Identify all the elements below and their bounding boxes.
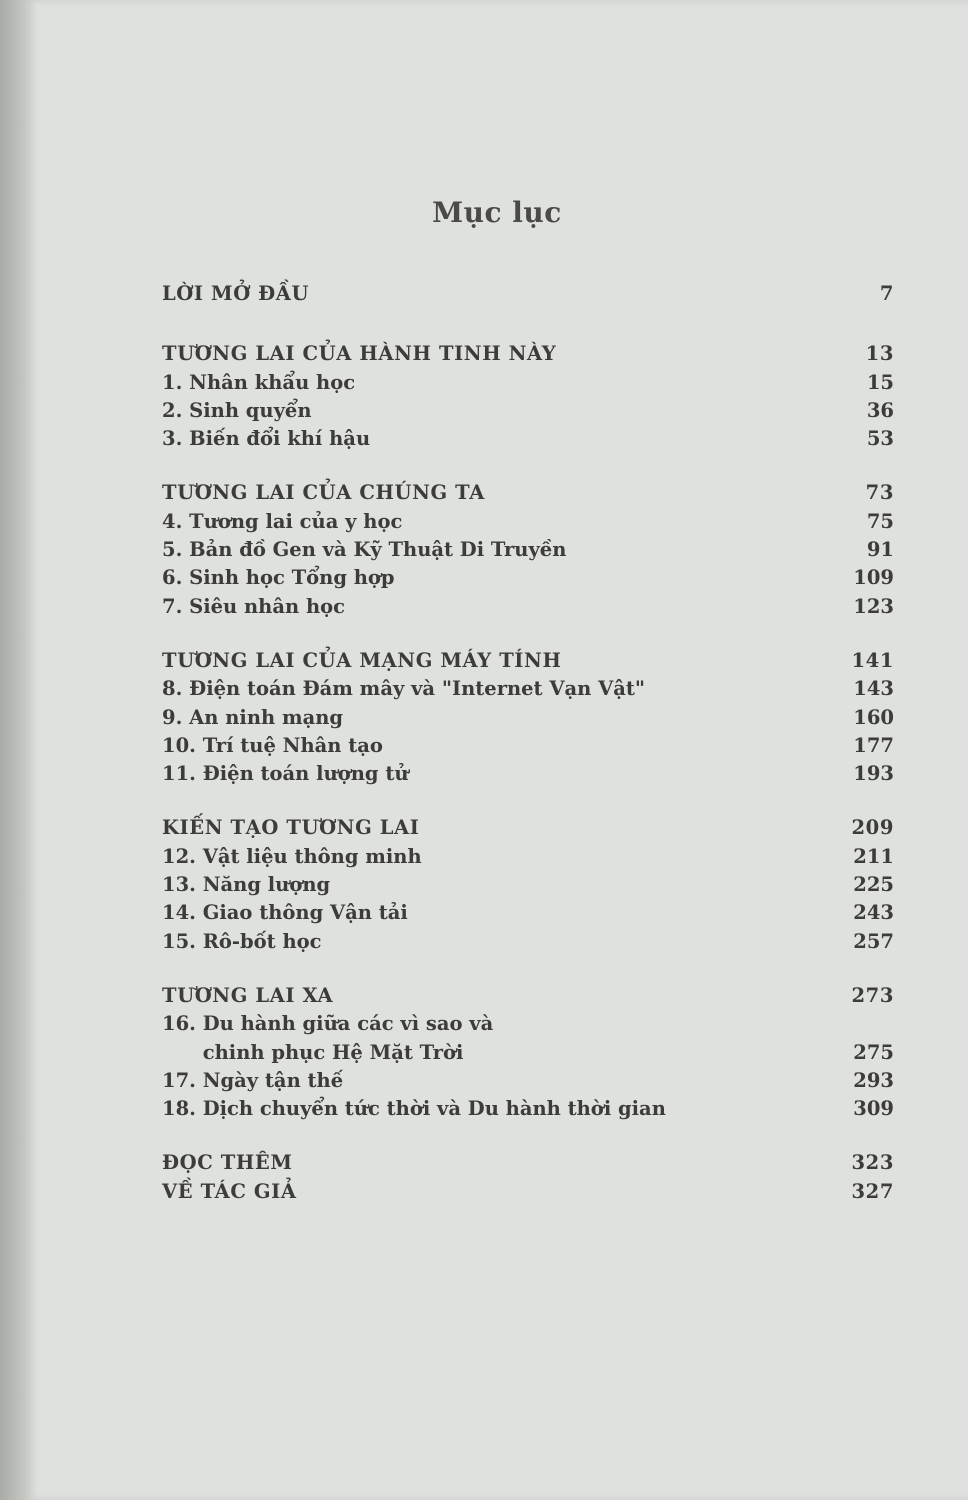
page-title: Mục lục bbox=[432, 196, 562, 229]
toc-item bbox=[160, 397, 894, 425]
toc-page-number: 75 bbox=[866, 509, 894, 533]
toc-entry-label: ĐỌC THÊM bbox=[162, 1151, 293, 1175]
toc-entry-label: 8. Điện toán Đám mây và "Internet Vạn Vật" bbox=[162, 677, 646, 701]
toc-section-3 bbox=[160, 647, 894, 788]
toc-item bbox=[160, 760, 894, 788]
toc-item bbox=[160, 1067, 894, 1095]
toc-section-4 bbox=[160, 814, 894, 955]
toc-page-number: 293 bbox=[853, 1068, 894, 1092]
toc-page-number: 209 bbox=[851, 816, 894, 840]
toc-row-about-author bbox=[160, 1178, 894, 1206]
toc-page-number: 225 bbox=[853, 873, 894, 897]
toc-page-number: 141 bbox=[851, 648, 894, 672]
toc-entry-label: 9. An ninh mạng bbox=[162, 705, 344, 729]
toc-page-number: 7 bbox=[879, 282, 894, 305]
toc-page-number: 143 bbox=[853, 677, 894, 701]
toc-item bbox=[160, 1010, 894, 1038]
toc-page-number: 123 bbox=[853, 594, 894, 618]
toc-page-number: 177 bbox=[853, 733, 894, 757]
page-gutter bbox=[0, 0, 26, 1500]
toc-item bbox=[160, 843, 894, 871]
toc-entry-label: 15. Rô-bốt học bbox=[162, 929, 322, 953]
toc-page-number: 275 bbox=[853, 1040, 894, 1064]
toc-item bbox=[160, 704, 894, 732]
toc-entry-label: 5. Bản đồ Gen và Kỹ Thuật Di Truyền bbox=[162, 538, 567, 562]
toc-item bbox=[160, 564, 894, 592]
toc-section-5 bbox=[160, 982, 894, 1123]
toc-page-number: 309 bbox=[853, 1097, 894, 1121]
book-page bbox=[26, 0, 968, 1500]
toc-entry-label: 6. Sinh học Tổng hợp bbox=[162, 566, 395, 590]
table-of-contents bbox=[160, 280, 894, 1232]
toc-entry-label: TƯƠNG LAI CỦA CHÚNG TA bbox=[162, 481, 485, 505]
toc-entry-label: 14. Giao thông Vận tải bbox=[162, 901, 408, 925]
toc-section-2 bbox=[160, 479, 894, 620]
toc-row-intro bbox=[160, 280, 894, 308]
toc-page-number: 257 bbox=[853, 929, 894, 953]
toc-page-number: 36 bbox=[866, 398, 894, 422]
toc-page-number: 327 bbox=[851, 1179, 894, 1203]
toc-item bbox=[160, 928, 894, 956]
toc-item bbox=[160, 899, 894, 927]
toc-entry-label: 18. Dịch chuyển tức thời và Du hành thời gian bbox=[162, 1097, 666, 1121]
toc-entry-label: 3. Biến đổi khí hậu bbox=[162, 427, 371, 451]
toc-entry-label: TƯƠNG LAI XA bbox=[162, 983, 334, 1007]
toc-item bbox=[160, 732, 894, 760]
toc-entry-label: VỀ TÁC GIẢ bbox=[162, 1179, 297, 1203]
toc-page-number: 73 bbox=[865, 481, 894, 505]
toc-item bbox=[160, 425, 894, 453]
toc-item bbox=[160, 508, 894, 536]
toc-entry-label: chinh phục Hệ Mặt Trời bbox=[162, 1040, 464, 1064]
toc-entry-label: 2. Sinh quyển bbox=[162, 398, 312, 422]
toc-entry-label: 7. Siêu nhân học bbox=[162, 594, 346, 618]
toc-page-number: 53 bbox=[866, 427, 894, 451]
toc-entry-label: 11. Điện toán lượng tử bbox=[162, 762, 409, 786]
toc-page-number: 15 bbox=[866, 370, 894, 394]
toc-page-number: 323 bbox=[851, 1151, 894, 1175]
toc-entry-label: 16. Du hành giữa các vì sao và bbox=[162, 1012, 494, 1036]
toc-page-number: 13 bbox=[865, 342, 894, 366]
toc-section-heading bbox=[160, 340, 894, 368]
toc-section-heading bbox=[160, 479, 894, 507]
toc-page-number: 273 bbox=[851, 983, 894, 1007]
toc-entry-label: 10. Trí tuệ Nhân tạo bbox=[162, 733, 383, 757]
toc-entry-label: 12. Vật liệu thông minh bbox=[162, 844, 422, 868]
toc-entry-label: 4. Tương lai của y học bbox=[162, 509, 403, 533]
toc-intro bbox=[160, 280, 894, 308]
toc-section-heading bbox=[160, 814, 894, 842]
toc-back-matter bbox=[160, 1149, 894, 1206]
toc-item bbox=[160, 369, 894, 397]
toc-row-further-reading bbox=[160, 1149, 894, 1177]
toc-item bbox=[160, 1095, 894, 1123]
toc-page-number: 193 bbox=[853, 762, 894, 786]
toc-item bbox=[160, 871, 894, 899]
toc-entry-label: LỜI MỞ ĐẦU bbox=[162, 282, 310, 305]
toc-section-1 bbox=[160, 340, 894, 453]
toc-entry-label: TƯƠNG LAI CỦA HÀNH TINH NÀY bbox=[162, 342, 557, 366]
toc-page-number: 91 bbox=[866, 538, 894, 562]
toc-entry-label: 13. Năng lượng bbox=[162, 873, 331, 897]
toc-item bbox=[160, 536, 894, 564]
toc-page-number: 109 bbox=[853, 566, 894, 590]
toc-entry-label: TƯƠNG LAI CỦA MẠNG MÁY TÍNH bbox=[162, 648, 562, 672]
toc-entry-label: 17. Ngày tận thế bbox=[162, 1068, 344, 1092]
toc-entry-label: KIẾN TẠO TƯƠNG LAI bbox=[162, 816, 420, 840]
toc-section-heading bbox=[160, 647, 894, 675]
toc-entry-label: 1. Nhân khẩu học bbox=[162, 370, 356, 394]
toc-item bbox=[160, 593, 894, 621]
toc-section-heading bbox=[160, 982, 894, 1010]
toc-page-number: 243 bbox=[853, 901, 894, 925]
toc-item bbox=[160, 1039, 894, 1067]
toc-item bbox=[160, 675, 894, 703]
toc-page-number: 160 bbox=[853, 705, 894, 729]
toc-page-number: 211 bbox=[853, 844, 894, 868]
